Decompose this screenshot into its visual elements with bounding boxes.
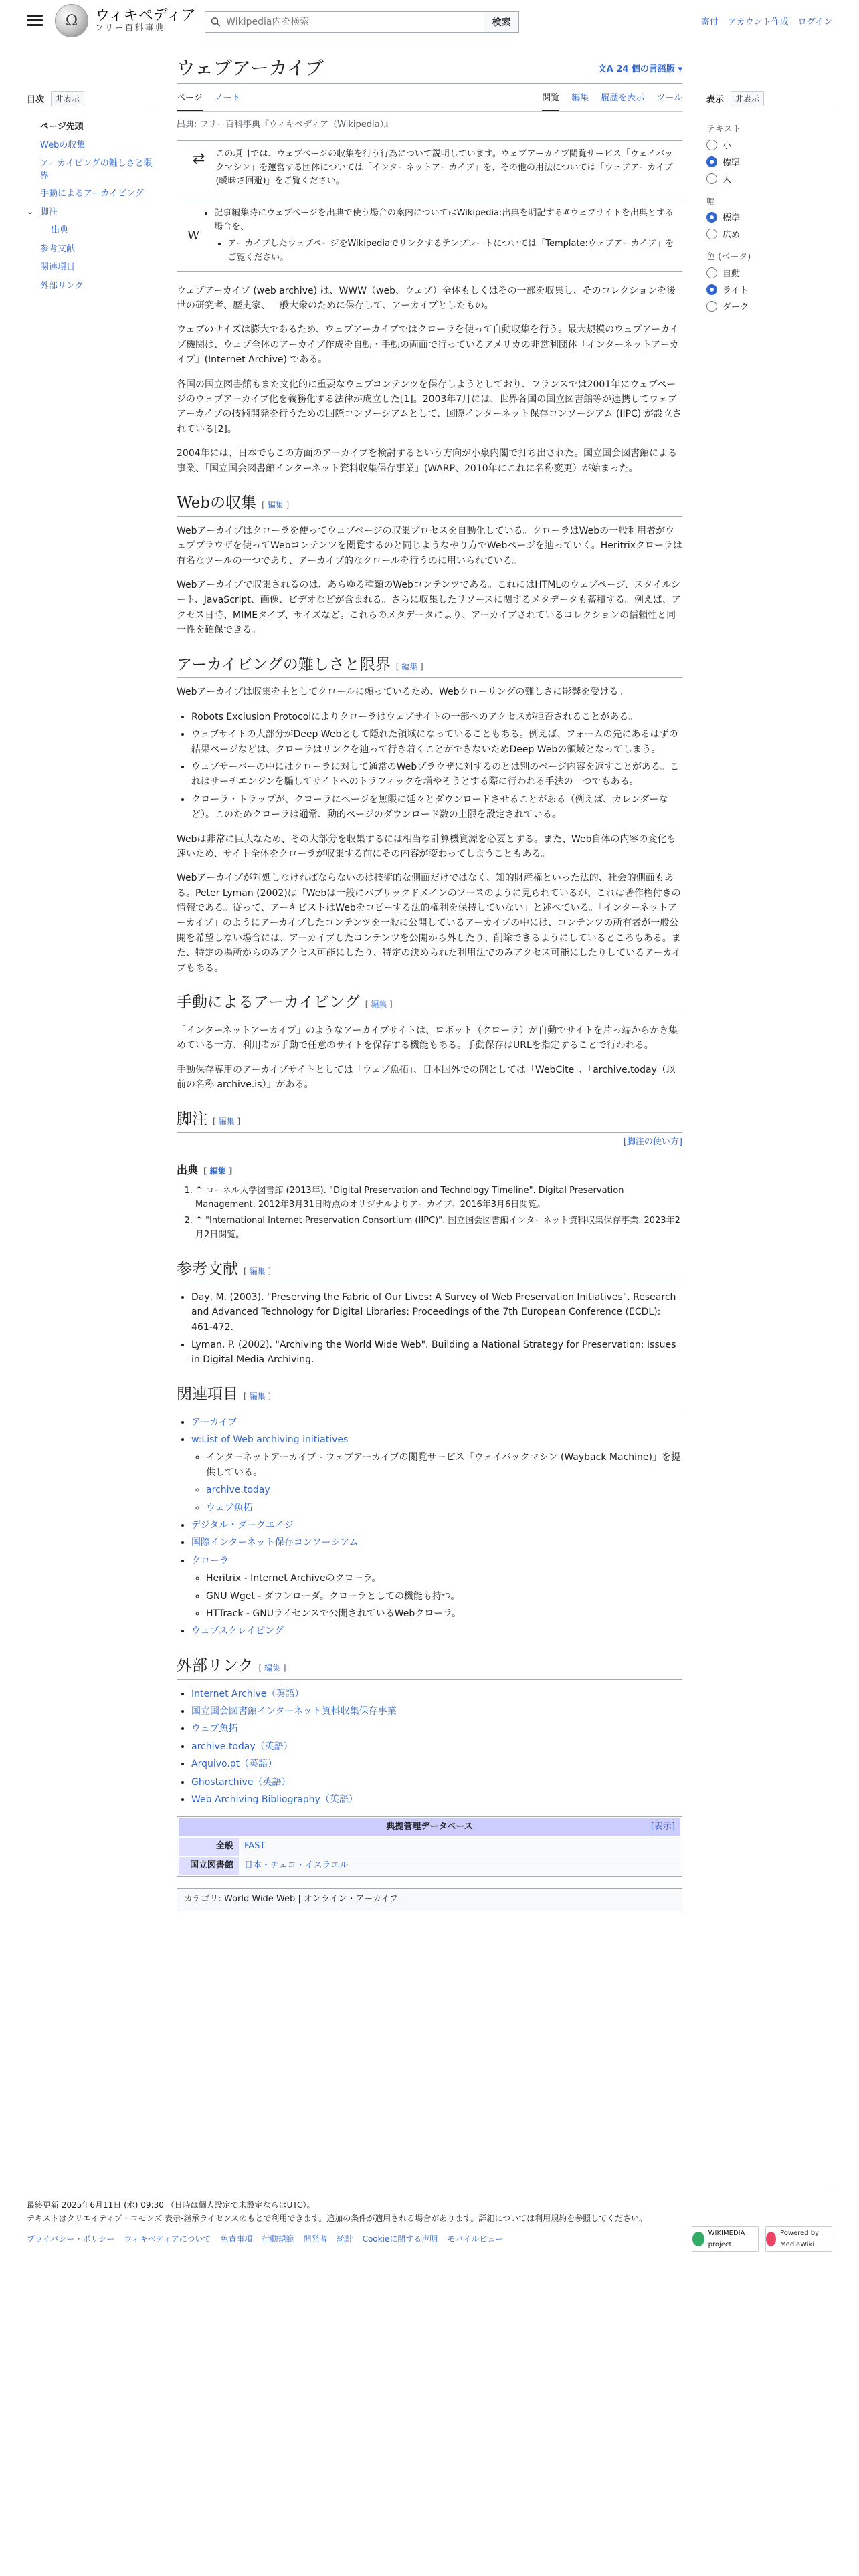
create-account-link[interactable]: アカウント作成: [727, 17, 789, 27]
external-link[interactable]: ウェブ魚拓: [191, 1723, 238, 1735]
page-source-line: 出典: フリー百科事典『ウィキペディア（Wikipedia）』: [177, 120, 393, 130]
section-heading-notes: [177, 1110, 682, 1134]
radio-color-light[interactable]: ライト: [706, 283, 834, 296]
radio-color-dark[interactable]: ダーク: [706, 300, 834, 312]
paragraph: Webアーカイブが対処しなければならないのは技術的な側面だけではなく、知的財産権といった法的、社会的側面もある。Peter Lyman (2002)は「Webは一般にパブリックドメインのソースのように見られているが、これは著作権付きの情報である。従って、アーキビストはWebをコピーする法的権利を保持していない」と述べている。「インターネットアーカイブ」のようにアーカイブしたコンテンツを一般に公開しているアーカイブの中には、コンテンツの所有者が一般公開を希望しない場合には、アーカイブしたコンテンツを公開から外したり、削除できるようにしているところもある。また、特定の場所からのみアクセス可能にしたり、特定の決められた利用法でのみアクセス可能にしたりしているアーカイブもある。: [177, 873, 682, 974]
site-logo[interactable]: [55, 4, 196, 37]
authority-control-navbox: [177, 1816, 682, 1876]
footer-link[interactable]: Cookieに関する声明: [362, 2234, 438, 2244]
heading-text: アーカイビングの難しさと限界: [177, 655, 391, 673]
search-input[interactable]: [225, 16, 484, 28]
editor-notice: [177, 201, 682, 271]
toc-item-top[interactable]: ページ先頭: [40, 122, 84, 132]
related-sub-item: ◦ Heritrix - Internet Archiveのクローラ。: [206, 1571, 682, 1586]
list-item: • クローラ・トラップが、クローラにページを無限に延々とダウンロードさせることがある（例えば、カレンダーなど）。このためクローラは通常、動的ページのダウンロード数の上限を設定されている。: [191, 792, 682, 823]
footer-link[interactable]: ウィキペディアについて: [124, 2234, 211, 2244]
radio-text-small[interactable]: 小: [706, 138, 834, 151]
search-form: [205, 11, 519, 33]
hatnote: [177, 140, 682, 195]
related-sub-link[interactable]: archive.today: [206, 1485, 270, 1496]
radio-text-large[interactable]: 大: [706, 172, 834, 185]
section-heading-related: [177, 1385, 682, 1408]
tab-talk[interactable]: ノート: [214, 93, 241, 104]
width-label: 幅: [706, 197, 716, 207]
tab-edit[interactable]: 編集: [571, 93, 589, 104]
mediawiki-icon: [766, 2232, 776, 2246]
notes-help-link[interactable]: [脚注の使い方]: [623, 1137, 682, 1148]
navbox-key: 全般: [179, 1838, 239, 1856]
main-menu-button[interactable]: [27, 12, 43, 28]
login-link[interactable]: ログイン: [797, 17, 832, 27]
footer-link[interactable]: 行動規範: [262, 2234, 294, 2244]
section-heading-crawl: [177, 494, 682, 517]
external-link[interactable]: Web Archiving Bibliography（英語）: [191, 1794, 358, 1806]
donate-link[interactable]: 寄付: [700, 17, 719, 27]
related-list: [177, 1415, 682, 1639]
edit-link[interactable]: [ 編集 ]: [365, 1000, 393, 1010]
limits-list: [177, 710, 682, 823]
navbox-toggle[interactable]: [表示]: [650, 1822, 675, 1832]
search-box: [205, 11, 484, 33]
language-button[interactable]: 文A 24 個の言語版 ▾: [597, 64, 682, 74]
toc-item-manual[interactable]: 手動によるアーカイビング: [40, 189, 144, 199]
wikimedia-badge[interactable]: WIKIMEDIA project: [692, 2226, 759, 2252]
toc-hide-button[interactable]: 非表示: [51, 91, 84, 106]
tab-tools[interactable]: ツール: [656, 93, 682, 104]
related-link[interactable]: 国際インターネット保存コンソーシアム: [191, 1537, 359, 1549]
external-link[interactable]: archive.today（英語）: [191, 1741, 293, 1752]
paragraph: Webアーカイブで収集されるのは、あらゆる種類のWebコンテンツである。これにはHTMLのウェブページ、スタイルシート、JavaScript、画像、ビデオなどが含まれる。さらに収集したリソースに関するメタデータも蓄積する。例えば、アクセス日時、MIMEタイプ、サイズなど。これらのメタデータにより、アーカイブされているコレクションの信頼性と同一性を確保できる。: [177, 579, 681, 636]
edit-link[interactable]: [ 編集 ]: [258, 1662, 286, 1673]
wikimedia-icon: [692, 2232, 704, 2246]
header: [0, 0, 859, 45]
bibliography-item: • Lyman, P. (2002). "Archiving the World Wide Web". Building a National Strategy for Preservation: Issues in Digital Media Archiving.: [191, 1337, 682, 1368]
section-heading-manual: [177, 993, 682, 1016]
appearance-panel: [706, 91, 834, 316]
related-link[interactable]: アーカイブ: [191, 1416, 237, 1428]
last-modified: 最終更新 2025年6月11日 (水) 09:30 （日時は個人設定で未設定ならばUTC）。: [27, 2200, 315, 2210]
toc-item-sources[interactable]: 出典: [51, 225, 69, 236]
list-item: • ウェブサイトの大部分がDeep Webとして隠れた領域になっていることもある。例えば、フォームの先にあるはずの結果ページなどは、クローラはリンクを辿って行き着くことができないためDeep Webの領域となってしまう。: [191, 727, 682, 757]
related-link[interactable]: w:List of Web archiving initiatives: [191, 1434, 349, 1446]
heading-text: 参考文献: [177, 1260, 238, 1278]
external-link[interactable]: Arquivo.pt（英語）: [191, 1759, 278, 1770]
related-sub-link[interactable]: ウェブ魚拓: [206, 1502, 253, 1513]
footer: [27, 2187, 832, 2246]
footer-link[interactable]: モバイルビュー: [447, 2234, 504, 2244]
notice-main: • 記事編集時にウェブページを出典で使う場合の案内についてはWikipedia:出典を明記する#ウェブサイトを出典とする場合を、: [214, 207, 676, 235]
external-link[interactable]: Internet Archive（英語）: [191, 1688, 304, 1699]
lead-paragraph: 2004年には、日本でもこの方面のアーカイブを検討するという方向が小泉内閣で打ち出された。国立国会図書館による事業、「国立国会図書館インターネット資料収集保存事業」(WARP、2010年にこれに名称変更）が始まった。: [177, 448, 678, 474]
heading-text: Webの収集: [177, 494, 257, 512]
paragraph: Webは非常に巨大なため、その大部分を収集するには相当な計算機資源を必要とする。また、Web自体の内容の変化も速いため、サイト全体をクローラが収集する前にその内容が変わってしまうこともある。: [177, 833, 676, 859]
footer-link[interactable]: 免責事項: [220, 2234, 253, 2244]
search-button[interactable]: 検索: [484, 11, 519, 33]
paragraph: Webアーカイブは収集を主としてクロールに頼っているため、Webクローリングの難しさに影響を受ける。: [177, 687, 628, 698]
notice-sub: • アーカイブしたウェブページをWikipediaでリンクするテンプレートについては「Template:ウェブアーカイブ」をご覧ください。: [227, 237, 676, 265]
category-links[interactable]: カテゴリ: World Wide Web | オンライン・アーカイブ: [177, 1888, 682, 1911]
related-link[interactable]: デジタル・ダークエイジ: [191, 1520, 294, 1531]
section-heading-external: [177, 1656, 682, 1680]
table-of-contents: [27, 91, 154, 295]
toc-item-related[interactable]: 関連項目: [40, 262, 76, 273]
toc-item-notes-label: 脚注: [40, 207, 58, 217]
translate-icon: 文A: [597, 64, 613, 74]
tab-page[interactable]: ページ: [177, 89, 203, 111]
paragraph: 手動保存専用のアーカイブサイトとしては「ウェブ魚拓」、日本国外での例としては「WebCite」、「archive.today（以前の名称 archive.is）」がある。: [177, 1064, 676, 1091]
chevron-down-icon[interactable]: ⌄: [27, 206, 34, 216]
external-link[interactable]: 国立国会図書館インターネット資料収集保存事業: [191, 1706, 397, 1717]
language-count: 24 個の言語版: [616, 64, 675, 74]
references-list: [177, 1184, 682, 1243]
page-tabs: [177, 89, 682, 112]
logo-subtitle: フリー百科事典: [95, 23, 165, 33]
edit-link[interactable]: [ 編集 ]: [213, 1116, 241, 1126]
related-sub-item: ◦ GNU Wget - ダウンローダ。クローラとしての機能も持つ。: [206, 1589, 682, 1604]
text-size-label: テキスト: [706, 124, 741, 134]
edit-link[interactable]: [ 編集 ]: [244, 1391, 272, 1401]
navbox-value[interactable]: FAST: [244, 1841, 266, 1852]
appearance-title: 表示: [706, 95, 725, 105]
toc-item-limits[interactable]: アーカイビングの難しさと限界: [40, 158, 153, 181]
navbox-title: 典拠管理データベース: [386, 1822, 473, 1832]
footer-link[interactable]: プライバシー・ポリシー: [27, 2234, 115, 2244]
radio-text-standard[interactable]: 標準: [706, 155, 834, 168]
lead-paragraph: 各国の国立図書館もまた文化的に重要なウェブコンテンツを保存しようとしており、フランスでは2001年にウェブページのウェブアーカイブ化を義務化する法律が成立した[1]。2003年7月には、世界各国の国立図書館等が連携してウェブアーカイブの技術開発を行うための国際コンソーシアムとして、国際インターネット保存コンソーシアム (IIPC) が設立されている[2]。: [177, 379, 682, 435]
appearance-hide-button[interactable]: 非表示: [731, 91, 764, 106]
section-heading-limits: [177, 655, 682, 679]
page-title: ウェブアーカイブ: [177, 57, 324, 79]
edit-link[interactable]: [ 編集 ]: [244, 1266, 272, 1276]
tab-read[interactable]: 閲覧: [542, 89, 559, 111]
heading-text: 出典: [177, 1164, 199, 1177]
toc-item-bibliography[interactable]: 参考文献: [40, 243, 76, 254]
search-icon: [211, 17, 221, 27]
subsection-heading-sources: [177, 1162, 682, 1179]
list-item: • ウェブサーバーの中にはクローラに対して通常のWebブラウザに対するのとは別のページ内容を返すことがある。これはサーチエンジンを騙してサイトへのトラフィックを増やそうとする際に行われる手法の一つでもある。: [191, 760, 682, 790]
heading-text: 関連項目: [177, 1385, 238, 1403]
disambiguation-icon: ⇄: [193, 150, 205, 167]
edit-link[interactable]: [ 編集 ]: [262, 500, 290, 510]
radio-width-wide[interactable]: 広め: [706, 227, 834, 240]
toc-item-crawl[interactable]: Webの収集: [40, 140, 86, 150]
reference-item: 2. ^ "International Internet Preservation Consortium (IIPC)". 国立国会図書館インターネット資料収集保存事業. 2023年2月2日閲覧。: [195, 1214, 682, 1243]
bibliography-list: [177, 1290, 682, 1368]
radio-width-standard[interactable]: 標準: [706, 211, 834, 223]
license-text: テキストはクリエイティブ・コモンズ 表示-継承ライセンスのもとで利用できます。追加の条件が適用される場合があります。詳細については利用規約を参照してください。: [27, 2214, 648, 2224]
user-links: [701, 15, 832, 27]
related-link[interactable]: ウェブスクレイピング: [191, 1626, 284, 1637]
toc-item-external[interactable]: 外部リンク: [40, 280, 84, 291]
list-item: • Robots Exclusion Protocolによりクローラはウェブサイトの一部へのアクセスが拒否されることがある。: [191, 710, 682, 724]
toc-title: 目次: [27, 95, 45, 105]
main-content: [177, 56, 682, 1918]
hatnote-text: この項目では、ウェブページの収集を行う行為について説明しています。ウェブアーカイブ閲覧サービス「ウェイバックマシン」を運営する団体については「インターネットアーカイブ」を、その他の用法については「ウェブアーカイブ (曖昧さ回避)」をご覧ください。: [215, 148, 674, 187]
tab-history[interactable]: 履歴を表示: [601, 93, 645, 104]
lead-paragraph: ウェブアーカイブ (web archive) は、WWW（web、ウェブ）全体もしくはその一部を収集し、そのコレクションを後世の研究者、歴史家、一般大衆のために保存して、アーカイブとしたもの。: [177, 285, 676, 311]
related-sub-item: ◦ インターネットアーカイブ - ウェブアーカイブの閲覧サービス「ウェイバックマシン (Wayback Machine)」を提供している。: [206, 1450, 682, 1480]
wikipedia-w-icon: W: [187, 229, 200, 243]
footer-link[interactable]: 開発者: [303, 2234, 328, 2244]
related-sub-item: ◦ HTTrack - GNUライセンスで公開されているWebクローラ。: [206, 1606, 682, 1621]
heading-text: 外部リンク: [177, 1656, 254, 1675]
navbox-value[interactable]: 日本・チェコ・イスラエル: [244, 1860, 349, 1870]
heading-text: 脚注: [177, 1110, 207, 1128]
edit-link[interactable]: [ 編集 ]: [395, 661, 423, 671]
radio-color-auto[interactable]: 自動: [706, 266, 834, 279]
color-label: 色 (ベータ): [706, 252, 751, 262]
logo-title: ウィキペディア: [95, 7, 196, 24]
external-link[interactable]: Ghostarchive（英語）: [191, 1776, 291, 1788]
paragraph: Webアーカイブはクローラを使ってウェブページの収集プロセスを自動化している。クローラはWebの一般利用者がウェブブラウザを使ってWebコンテンツを閲覧するのと同じようなやり方でWebページを辿っていく。Heritrixクローラは有名なツールの一つであり、アーカイブ的なクロールを行うのに用いられている。: [177, 525, 682, 566]
mediawiki-badge[interactable]: Powered by MediaWiki: [765, 2226, 832, 2252]
heading-text: 手動によるアーカイビング: [177, 994, 360, 1012]
related-link[interactable]: クローラ: [191, 1555, 229, 1566]
bibliography-item: • Day, M. (2003). "Preserving the Fabric of Our Lives: A Survey of Web Preservation Initiatives". Research and Advanced Technology for Digital Libraries: Proceedings of the 7th European Conference (ECDL): 461-472.: [191, 1290, 682, 1335]
section-heading-bibliography: [177, 1260, 682, 1283]
paragraph: 「インターネットアーカイブ」のようなアーカイブサイトは、ロボット（クローラ）が自動でサイトを片っ端からかき集めている一方、利用者が手動で任意のサイトを保存する機能もある。手動保存はURLを指定することで行われる。: [177, 1025, 678, 1051]
footer-link[interactable]: 統計: [337, 2234, 353, 2244]
navbox-key: 国立図書館: [179, 1857, 239, 1875]
lead-paragraph: ウェブのサイズは膨大であるため、ウェブアーカイブではクローラを使って自動収集を行う。最大規模のウェブアーカイブ機関は、ウェブ全体のアーカイブ作成を自動・手動の両面で行っているアメリカの非営利団体「インターネットアーカイブ」(Internet Archive) である。: [177, 324, 679, 366]
toc-item-notes[interactable]: [27, 203, 154, 222]
external-links-list: [177, 1687, 682, 1808]
wikipedia-globe-icon: Ω: [55, 4, 88, 37]
edit-link[interactable]: [ 編集 ]: [203, 1166, 233, 1176]
reference-item: 1. ^ コーネル大学図書館 (2013年). "Digital Preservation and Technology Timeline". Digital Preservation Management. 2012年3月31日時点のオリジナルよりアーカイブ。2016年3月6日閲覧。: [195, 1184, 682, 1212]
